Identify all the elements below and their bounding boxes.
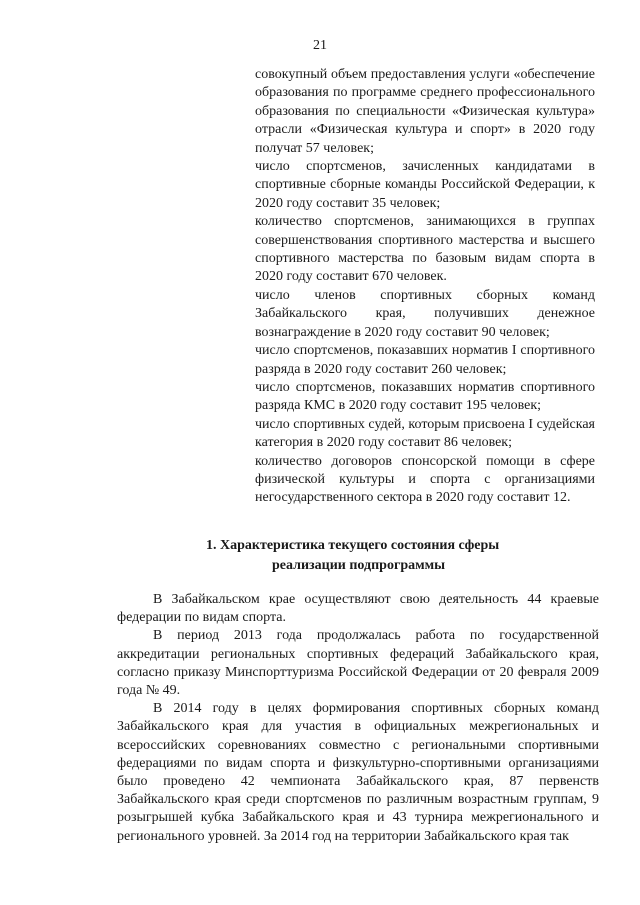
list-item: число спортсменов, показавших норматив спортивного разряда КМС в 2020 году составит 195 человек;: [255, 379, 595, 414]
list-item: число членов спортивных сборных команд Забайкальского края, получивших денежное вознаграждение в 2020 году составит 90 человек;: [255, 287, 595, 340]
paragraph: В 2014 году в целях формирования спортивных сборных команд Забайкальского края для участия в официальных межрегиональных и всероссийских соревнованиях совместно с региональными спортивными федерациями по видам спорта и физкультурно-спортивными организациями было проведено 42 чемпионата Забайкальского края, 87 первенств Забайкальского края среди спортсменов по различным возрастным группам, 9 розыгрышей кубка Забайкальского края и 43 турнира межрегионального и регионального уровней. За 2014 год на территории Забайкальского края так: [117, 701, 599, 844]
list-item: совокупный объем предоставления услуги «обеспечение образования по программе среднего профессионального образования по специальности «Физическая культура» отрасли «Физическая культура и спорт» в 2020 году получат 57 человек;: [255, 67, 595, 156]
section-heading-line-1: 1. Характеристика текущего состояния сферы: [206, 538, 500, 553]
paragraph: В период 2013 года продолжалась работа по государственной аккредитации региональных спортивных федераций Забайкальского края, согласно приказу Минспорттуризма Российской Федерации от 20 февраля 2009 года № 49.: [117, 628, 599, 699]
section-heading-line-2: реализации подпрограммы: [272, 558, 446, 573]
paragraph: В Забайкальском крае осуществляют свою деятельность 44 краевые федерации по видам спорта.: [117, 592, 599, 626]
list-item: число спортсменов, зачисленных кандидатами в спортивные сборные команды Российской Федерации, к 2020 году составит 35 человек;: [255, 159, 595, 211]
list-item: число спортивных судей, которым присвоена I судейская категория в 2020 году составит 86 человек;: [255, 416, 595, 451]
list-item: количество спортсменов, занимающихся в группах совершенствования спортивного мастерства и высшего спортивного мастерства по базовым видам спорта в 2020 году составит 670 человек.: [255, 214, 595, 285]
page-number: 21: [313, 38, 327, 53]
list-item: число спортсменов, показавших норматив I спортивного разряда в 2020 году составит 260 человек;: [255, 343, 595, 377]
list-item: количество договоров спонсорской помощи в сфере физической культуры и спорта с организациями негосударственного сектора в 2020 году составит 12.: [255, 453, 595, 506]
section-heading: [180, 536, 540, 576]
target-indicators-list: [255, 66, 595, 508]
section-body: [117, 591, 599, 846]
